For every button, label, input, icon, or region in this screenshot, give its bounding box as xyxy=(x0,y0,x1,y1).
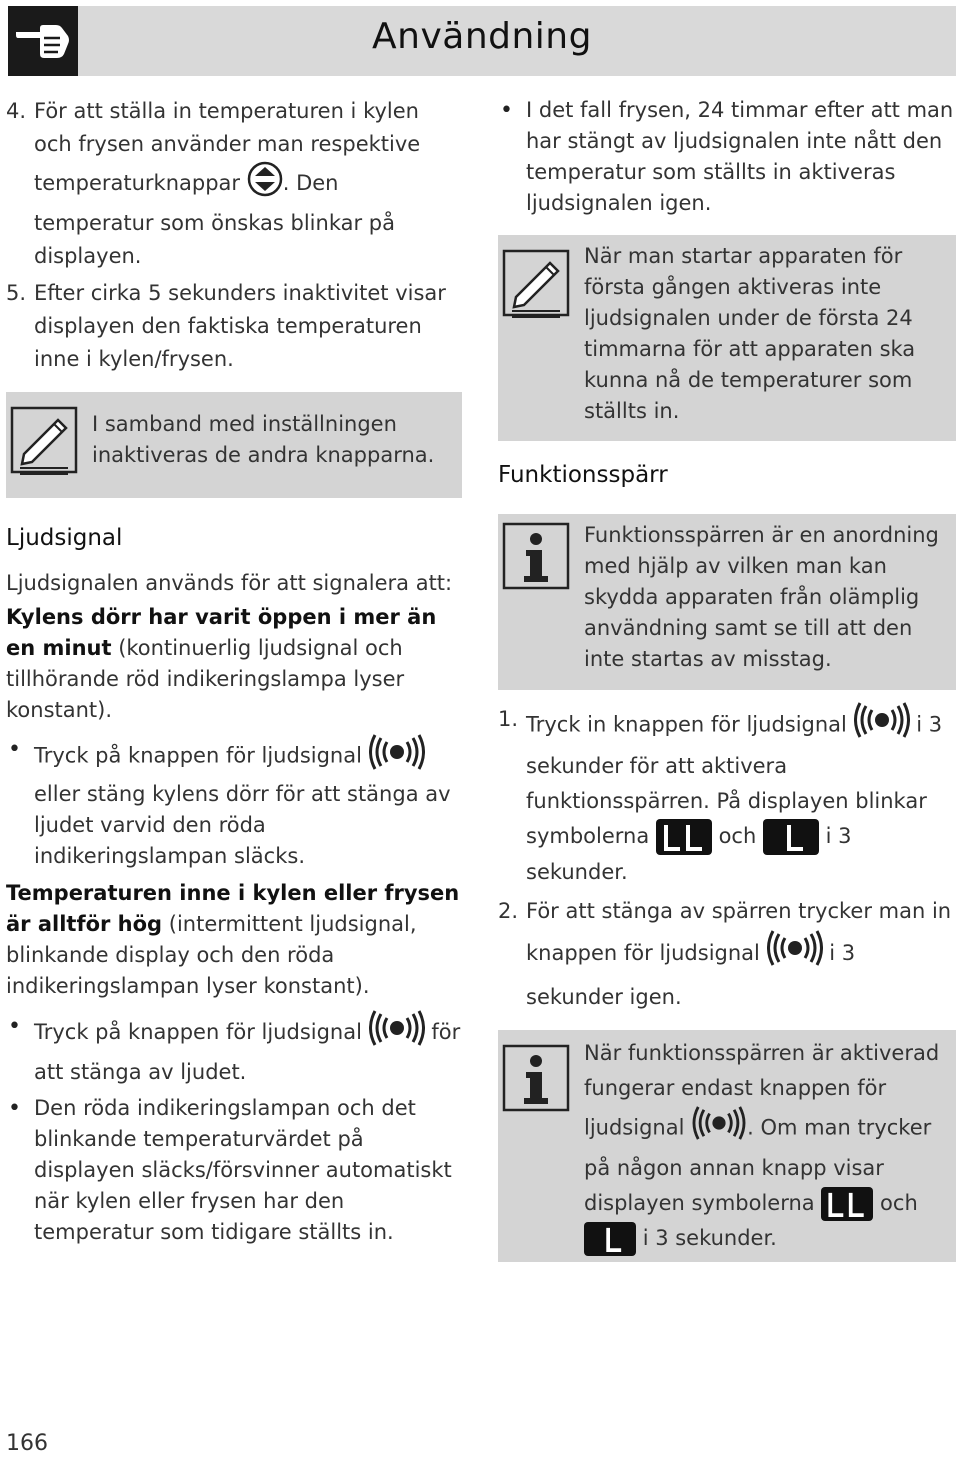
item-text: . Den temperatur som önskas blinkar på displayen. xyxy=(34,171,395,268)
up-down-arrows-icon xyxy=(247,161,283,207)
bullet-dot: • xyxy=(8,1096,21,1121)
bullet-item xyxy=(6,1093,462,1248)
text: (intermittent ljudsignal, blinkande display och den röda indikeringslampan lyser konstant). xyxy=(6,912,417,998)
text: eller stäng kylens dörr för att stänga av ljudet varvid den röda indikeringslampan släcks. xyxy=(34,782,451,868)
text: i 3 sekunder för att aktivera funktionsspärren. På displayen blinkar symbolerna xyxy=(526,712,943,848)
bullet-dot: • xyxy=(8,737,21,762)
note-box xyxy=(498,235,956,441)
text: Tryck in knappen för ljudsignal xyxy=(526,712,847,737)
bold-text: Kylens dörr har varit öppen i mer än en minut xyxy=(6,605,437,660)
sound-signal-icon xyxy=(369,1010,425,1056)
page-title: Användning xyxy=(372,16,592,57)
text: i 3 sekunder. xyxy=(526,824,852,884)
pencil-note-icon xyxy=(10,406,78,488)
page-number: 166 xyxy=(6,1431,48,1456)
bullet-item xyxy=(6,734,462,872)
paragraph xyxy=(6,602,462,726)
info-icon xyxy=(502,1044,570,1126)
sound-signal-icon xyxy=(854,702,910,749)
text: Den röda indikeringslampan och det blinkande temperaturvärdet på displayen släcks/försvinner automatiskt när kylen eller frysen har den temperatur som tidigare ställts in. xyxy=(34,1096,452,1244)
bullet-item xyxy=(6,1010,462,1089)
display-l-icon xyxy=(584,1222,636,1256)
right-column xyxy=(498,95,956,1262)
list-item xyxy=(498,702,956,890)
text: När funktionsspärren är aktiverad fungerar endast knappen för ljudsignal xyxy=(584,1041,940,1140)
list-item xyxy=(6,95,462,273)
text: i 3 sekunder. xyxy=(642,1226,777,1250)
info-text xyxy=(584,1036,946,1256)
text: att stänga av ljudet. xyxy=(34,1060,247,1084)
sound-signal-icon xyxy=(767,930,823,978)
display-l-icon xyxy=(763,819,819,855)
info-text: Funktionsspärren är en anordning med hjälp av vilken man kan skydda apparaten från olämplig användning samt se till att den inte startas av misstag. xyxy=(584,523,939,671)
list-item xyxy=(6,277,462,376)
text: och xyxy=(880,1191,918,1215)
item-number: 2. xyxy=(498,899,519,923)
section-title: Funktionsspärr xyxy=(498,462,668,488)
info-box xyxy=(498,1030,956,1262)
display-ll-icon xyxy=(656,819,712,855)
bullet-dot: • xyxy=(500,98,513,123)
text: för xyxy=(431,1020,461,1044)
info-box xyxy=(498,514,956,690)
bold-text: Temperaturen inne i kylen eller frysen är alltför hög xyxy=(6,881,460,936)
item-number: 5. xyxy=(6,281,27,305)
info-icon xyxy=(502,522,570,604)
note-text: När man startar apparaten för första gången aktiveras inte ljudsignalen under de första 24 timmarna för att apparaten ska kunna nå de temperaturer som ställts in. xyxy=(584,244,916,423)
text: I det fall frysen, 24 timmar efter att man har stängt av ljudsignalen inte nått den temperatur som ställts in aktiveras ljudsignalen igen. xyxy=(526,98,954,215)
text: och xyxy=(718,824,757,848)
page-header xyxy=(8,6,956,76)
left-column xyxy=(6,95,462,1248)
display-ll-icon xyxy=(821,1187,873,1221)
text: i 3 sekunder igen. xyxy=(526,941,856,1009)
note-text: I samband med inställningen inaktiveras de andra knapparna. xyxy=(92,412,435,467)
item-text: Efter cirka 5 sekunders inaktivitet visar displayen den faktiska temperaturen inne i kylen/frysen. xyxy=(34,281,446,371)
pencil-note-icon xyxy=(502,249,570,331)
list-item xyxy=(498,892,956,1016)
text: (kontinuerlig ljudsignal och tillhörande röd indikeringslampa lyser konstant). xyxy=(6,636,405,722)
paragraph: Ljudsignalen används för att signalera att: xyxy=(6,571,453,595)
item-text: För att ställa in temperaturen i kylen och frysen använder man respektive temperaturknappar xyxy=(34,99,421,195)
item-number: 1. xyxy=(498,707,519,731)
text: Tryck på knappen för ljudsignal xyxy=(34,743,362,768)
bullet-dot: • xyxy=(8,1014,21,1039)
paragraph xyxy=(6,878,462,1002)
text: För att stänga av spärren trycker man in knappen för ljudsignal xyxy=(526,899,952,965)
note-box xyxy=(6,392,462,498)
item-number: 4. xyxy=(6,99,27,123)
text: . Om man trycker på någon annan knapp visar displayen symbolerna xyxy=(584,1115,932,1215)
sound-signal-icon xyxy=(369,734,425,779)
sound-signal-icon xyxy=(691,1106,747,1151)
text: Tryck på knappen för ljudsignal xyxy=(34,1020,362,1044)
bullet-item xyxy=(498,95,956,219)
section-title: Ljudsignal xyxy=(6,525,123,551)
